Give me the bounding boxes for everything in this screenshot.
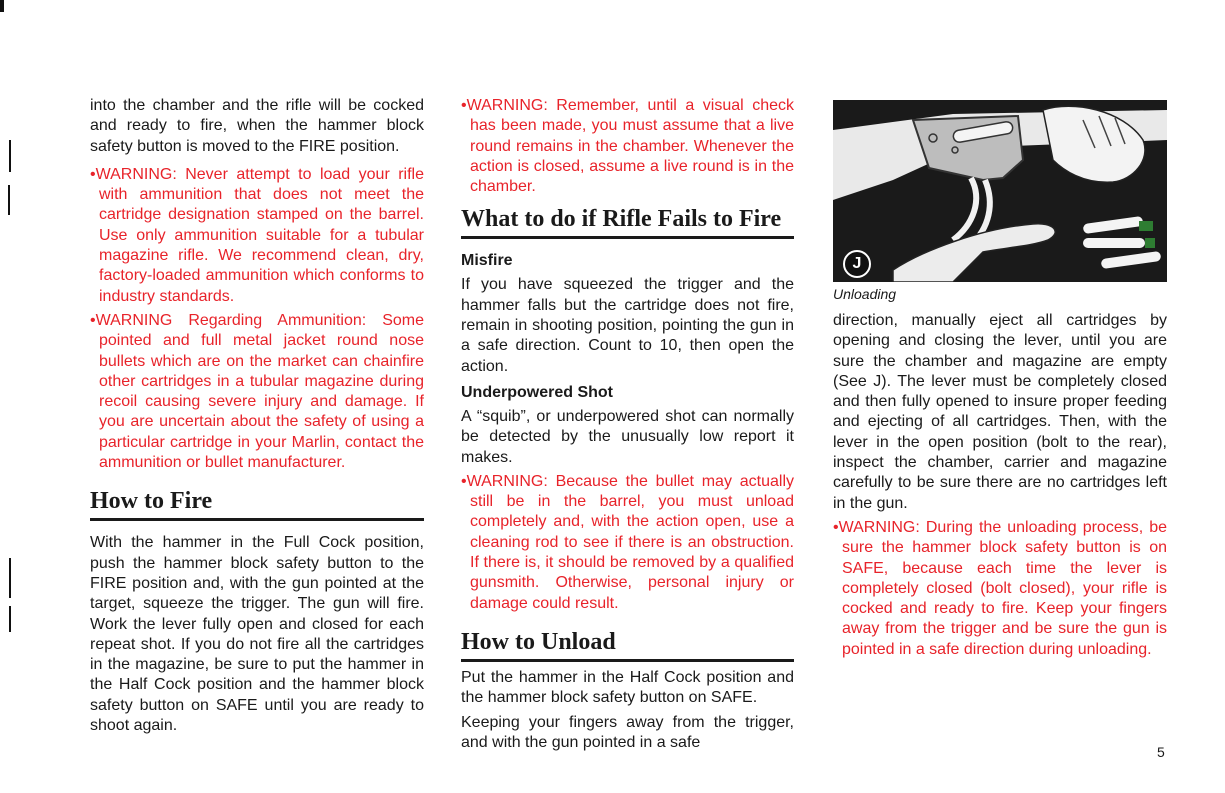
underpowered-body: A “squib”, or underpowered shot can normally be detected by the unusually low report it makes. [461,407,794,466]
warning-bullet-in-barrel: •WARNING: Because the bullet may actually still be in the barrel, you must unload completely and, with the action open, use a cleaning rod to see if there is an obstruction. If there is, it should be removed by a qualified gunsmith. Otherwise, personal injury or damage could result. [461,472,794,612]
warning-during-unloading: •WARNING: During the unloading process, be sure the hammer block safety button is on SAFE, because each time the lever is completely closed (bolt closed), your rifle is cocked and ready to fire. Keep your fingers away from the trigger and be sure the gun is pointed in a safe direction during unloading. [833,518,1167,658]
figure-caption: Unloading [833,286,897,302]
how-to-unload-heading: How to Unload [461,628,794,662]
column-3 [833,100,1167,660]
how-to-fire-body: With the hammer in the Full Cock position, push the hammer block safety button to the FIRE position and, with the gun pointed at the target, squeeze the trigger. The gun will fire. Work the lever fully open and closed for each repeat shot. If you do not fire all the cartridges in the magazine, be sure to put the hammer in the Half Cock position and the hammer block safety button on SAFE until you are ready to shoot again. [90,534,424,735]
scan-mark-top [0,0,4,12]
how-to-fire-heading: How to Fire [90,487,424,521]
column-1 [90,96,424,736]
warning-ammunition-regarding: •WARNING Regarding Ammunition: Some pointed and full metal jacket round nose bullets which are on the market can chainfire other cartridges in a tubular magazine during recoil causing severe injury and damage. If you are uncertain about the safety of using a particular cartridge in your Marlin, contact the ammunition or bullet manufacturer. [90,311,424,472]
warning-visual-check: •WARNING: Remember, until a visual check has been made, you must assume that a live round remains in the chamber. Whenever the action is closed, assume a live round is in the chamber. [461,97,794,196]
unload-continued-body: direction, manually eject all cartridges by opening and closing the lever, until you are sure the chamber and magazine are empty (See J). The lever must be completely closed and then fully opened to insure proper feeding and ejecting of all cartridges. Then, with the lever in the open position (bolt to the rear), inspect the chamber, carrier and magazine carefully to be sure there are no cartridges left in the gun. [833,312,1167,512]
misfire-heading: Misfire [461,252,513,270]
intro-paragraph: into the chamber and the rifle will be cocked and ready to fire, when the hammer block safety button is moved to the FIRE position. [90,97,424,155]
scan-mark-1 [9,140,11,172]
scan-mark-4 [9,606,11,632]
misfire-body: If you have squeezed the trigger and the hammer falls but the cartridge does not fire, remain in shooting position, pointing the gun in a safe direction. Count to 10, then open the action. [461,276,794,375]
page-number: 5 [1157,744,1165,760]
warning-ammunition-type: •WARNING: Never attempt to load your rifle with ammunition that does not meet the cartridge designation stamped on the barrel. Use only ammunition suitable for a tubular magazine rifle. We recommend clean, dry, factory-loaded ammunition which conforms to industry standards. [90,165,424,305]
underpowered-heading: Underpowered Shot [461,383,614,401]
fails-to-fire-heading: What to do if Rifle Fails to Fire [461,205,794,239]
figure-label-badge: J [843,250,871,278]
unload-body-2: Keeping your fingers away from the trigger, and with the gun pointed in a safe [461,713,794,751]
rifle-action-illustration [833,100,1167,282]
unload-body-1: Put the hammer in the Half Cock position and the hammer block safety button on SAFE. [461,668,794,707]
scan-mark-2 [8,185,10,215]
column-2 [461,96,794,753]
scan-mark-3 [9,558,11,598]
unloading-photo [833,100,1167,282]
